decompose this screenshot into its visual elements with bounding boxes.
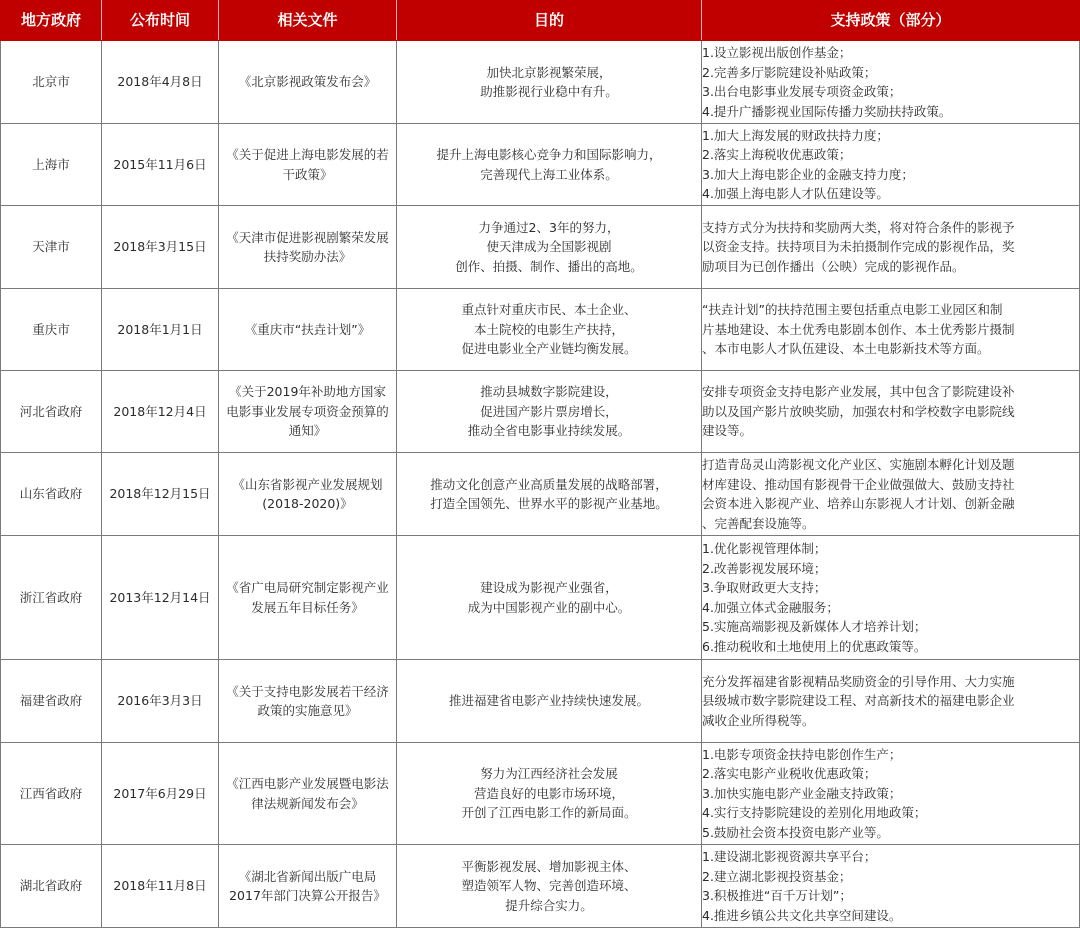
cell-purpose — [397, 124, 702, 206]
policy-line: 会资本进入影视产业、培养山东影视人才计划、创新金融 — [702, 496, 1015, 511]
cell-purpose — [397, 743, 702, 845]
purpose-line: 提升上海电影核心竞争力和国际影响力， — [436, 147, 662, 162]
policy-line: 4.推进乡镇公共文化共享空间建设。 — [702, 907, 902, 923]
header-row — [1, 1, 1080, 41]
cell-government: 浙江省政府 — [1, 536, 102, 660]
policy-line: 3.加大上海电影企业的金融支持力度； — [702, 166, 914, 182]
policy-line: 1.加大上海发展的财政扶持力度； — [702, 127, 889, 143]
cell-related-document — [219, 124, 397, 206]
cell-purpose — [397, 845, 702, 928]
table-row — [1, 289, 1080, 371]
policy-line: 减收企业所得税等。 — [702, 712, 815, 728]
policy-line: 4.加强立体式金融服务； — [702, 599, 839, 615]
policy-line: 5.实施高端影视及新媒体人才培养计划； — [702, 619, 927, 634]
purpose-line: 促进国产影片票房增长， — [480, 403, 618, 419]
header-file: 相关文件 — [219, 1, 397, 41]
table-row — [1, 660, 1080, 743]
cell-purpose — [397, 206, 702, 289]
purpose-line: 塑造领军人物、完善创造环境、 — [461, 878, 637, 894]
cell-publish-date: 2018年1月1日 — [102, 289, 219, 371]
cell-support-policy — [702, 206, 1080, 289]
table-row — [1, 453, 1080, 536]
purpose-line: 本土院校的电影生产扶持， — [473, 321, 624, 337]
cell-related-document — [219, 41, 397, 124]
document-title-line: 《省广电局研究制定影视产业 — [226, 580, 389, 595]
cell-publish-date: 2013年12月14日 — [102, 536, 219, 660]
policy-line: 、本市电影人才队伍建设、本土电影新技术等方面。 — [702, 341, 990, 357]
policy-line: 2.完善多厅影院建设补贴政策； — [702, 64, 877, 80]
document-title-line: 《关于支持电影发展若干经济 — [226, 683, 389, 699]
purpose-line: 推动县城数字影院建设， — [480, 384, 618, 400]
cell-government: 北京市 — [1, 41, 102, 124]
policy-line: 1.优化影视管理体制； — [702, 541, 827, 556]
table-row — [1, 743, 1080, 845]
cell-purpose — [397, 41, 702, 124]
policy-line: 4.实行支持影院建设的差别化用地政策； — [702, 805, 927, 821]
cell-publish-date: 2018年12月15日 — [102, 453, 219, 536]
policy-line: 3.争取财政更大支持； — [702, 580, 827, 595]
policy-line: 以资金支持。扶持项目为未拍摄制作完成的影视作品，奖 — [702, 239, 1015, 255]
policy-line: 4.加强上海电影人才队伍建设等。 — [702, 186, 889, 201]
cell-support-policy — [702, 453, 1080, 536]
policy-line: “扶垚计划”的扶持范围主要包括重点电影工业园区和制 — [702, 302, 1003, 318]
document-title-line: 干政策》 — [282, 166, 333, 182]
cell-purpose — [397, 453, 702, 536]
purpose-line: 创作、拍摄、制作、播出的高地。 — [455, 258, 643, 274]
table-row — [1, 536, 1080, 660]
header-gov: 地方政府 — [1, 1, 102, 41]
cell-support-policy — [702, 41, 1080, 124]
policy-line: 6.推动税收和土地使用上的优惠政策等。 — [702, 638, 927, 654]
policy-line: 充分发挥福建省影视精品奖励资金的引导作用、大力实施 — [702, 673, 1015, 689]
cell-support-policy — [702, 289, 1080, 371]
cell-publish-date: 2018年4月8日 — [102, 41, 219, 124]
header-policy: 支持政策（部分） — [702, 1, 1080, 41]
purpose-line: 力争通过2、3年的努力， — [478, 219, 620, 235]
purpose-line: 促进电影业全产业链均衡发展。 — [461, 341, 637, 357]
policy-line: 1.建设湖北影视资源共享平台； — [702, 849, 877, 864]
policy-line: 助以及国产影片放映奖励，加强农村和学校数字电影院线 — [702, 403, 1015, 419]
cell-related-document — [219, 206, 397, 289]
cell-support-policy — [702, 536, 1080, 660]
policy-line: 2.落实上海税收优惠政策； — [702, 147, 852, 162]
document-title-line: 《关于促进上海电影发展的若 — [226, 147, 389, 162]
cell-related-document — [219, 743, 397, 845]
policy-line: 励项目为已创作播出（公映）完成的影视作品。 — [702, 258, 965, 274]
policy-line: 2.落实电影产业税收优惠政策； — [702, 766, 877, 782]
header-date: 公布时间 — [102, 1, 219, 41]
cell-related-document — [219, 371, 397, 453]
cell-support-policy — [702, 124, 1080, 206]
document-title-line: 《天津市促进影视剧繁荣发展 — [226, 229, 389, 245]
cell-related-document — [219, 289, 397, 371]
table-row — [1, 845, 1080, 928]
cell-government: 天津市 — [1, 206, 102, 289]
cell-support-policy — [702, 371, 1080, 453]
policy-line: 打造青岛灵山湾影视文化产业区、实施剧本孵化计划及题 — [702, 457, 1015, 472]
purpose-line: 提升综合实力。 — [505, 897, 593, 913]
cell-purpose — [397, 536, 702, 660]
cell-purpose — [397, 371, 702, 453]
cell-publish-date: 2015年11月6日 — [102, 124, 219, 206]
document-title-line: 政策的实施意见》 — [257, 703, 358, 718]
cell-publish-date: 2018年11月8日 — [102, 845, 219, 928]
header-purpose: 目的 — [397, 1, 702, 41]
policy-line: 1.设立影视出版创作基金； — [702, 45, 852, 60]
policy-line: 3.积极推进“百千万计划”； — [702, 888, 852, 903]
document-title-line: 《关于2019年补助地方国家 — [229, 384, 386, 400]
cell-publish-date: 2016年3月3日 — [102, 660, 219, 743]
document-title-line: 《江西电影产业发展暨电影法 — [226, 776, 389, 791]
policy-line: 3.出台电影事业发展专项资金政策； — [702, 84, 902, 99]
policy-line: 县级城市数字影院建设工程、对高新技术的福建电影企业 — [702, 693, 1015, 709]
purpose-line: 推动全省电影事业持续发展。 — [467, 423, 631, 439]
purpose-line: 推进福建省电影产业持续快速发展。 — [448, 693, 649, 709]
document-title-line: 电影事业发展专项资金预算的 — [226, 403, 389, 419]
cell-support-policy — [702, 845, 1080, 928]
policy-line: 2.改善影视发展环境； — [702, 560, 827, 576]
cell-related-document — [219, 453, 397, 536]
cell-government: 山东省政府 — [1, 453, 102, 536]
document-title-line: 2017年部门决算公开报告》 — [229, 888, 386, 903]
policy-line: 安排专项资金支持电影产业发展，其中包含了影院建设补 — [702, 384, 1015, 400]
table-body — [1, 41, 1080, 928]
cell-publish-date: 2018年12月4日 — [102, 371, 219, 453]
table-row — [1, 41, 1080, 124]
cell-publish-date: 2017年6月29日 — [102, 743, 219, 845]
cell-government: 河北省政府 — [1, 371, 102, 453]
document-title-line: (2018-2020)》 — [262, 496, 353, 511]
table-row — [1, 371, 1080, 453]
cell-publish-date: 2018年3月15日 — [102, 206, 219, 289]
purpose-line: 平衡影视发展、增加影视主体、 — [461, 858, 637, 874]
cell-government: 重庆市 — [1, 289, 102, 371]
cell-government: 江西省政府 — [1, 743, 102, 845]
policy-line: 3.加快实施电影产业金融支持政策； — [702, 785, 902, 801]
cell-related-document — [219, 660, 397, 743]
document-title-line: 发展五年目标任务》 — [251, 599, 364, 615]
purpose-line: 加快北京影视繁荣展， — [486, 64, 612, 80]
cell-purpose — [397, 289, 702, 371]
policy-line: 4.提升广播影视业国际传播力奖励扶持政策。 — [702, 103, 952, 119]
cell-purpose — [397, 660, 702, 743]
document-title-line: 扶持奖励办法》 — [263, 249, 352, 264]
purpose-line: 开创了江西电影工作的新局面。 — [461, 805, 637, 821]
policy-line: 1.电影专项资金扶持电影创作生产； — [702, 746, 902, 762]
policy-line: 5.鼓励社会资本投资电影产业等。 — [702, 824, 889, 840]
cell-government: 湖北省政府 — [1, 845, 102, 928]
document-title-line: 《北京影视政策发布会》 — [238, 74, 377, 90]
cell-support-policy — [702, 743, 1080, 845]
document-title-line: 《山东省影视产业发展规划 — [232, 476, 383, 492]
cell-support-policy — [702, 660, 1080, 743]
purpose-line: 完善现代上海工业体系。 — [480, 166, 618, 182]
purpose-line: 重点针对重庆市民、本土企业、 — [461, 302, 637, 318]
cell-related-document — [219, 845, 397, 928]
purpose-line: 推动文化创意产业高质量发展的战略部署， — [430, 476, 668, 492]
policy-line: 、完善配套设施等。 — [702, 515, 815, 531]
document-title-line: 《重庆市“扶垚计划”》 — [244, 321, 371, 337]
document-title-line: 《湖北省新闻出版广电局 — [238, 868, 377, 884]
policy-line: 2.建立湖北影视投资基金； — [702, 868, 852, 884]
purpose-line: 营造良好的电影市场环境， — [473, 785, 624, 801]
purpose-line: 建设成为影视产业强省， — [480, 580, 618, 595]
cell-related-document — [219, 536, 397, 660]
policy-line: 支持方式分为扶持和奖励两大类，将对符合条件的影视予 — [702, 219, 1015, 235]
purpose-line: 打造全国领先、世界水平的影视产业基地。 — [430, 496, 668, 511]
table-row — [1, 206, 1080, 289]
cell-government: 福建省政府 — [1, 660, 102, 743]
policy-line: 建设等。 — [702, 423, 753, 439]
document-title-line: 律法规新闻发布会》 — [251, 795, 364, 811]
policy-line: 材库建设、推动国有影视骨干企业做强做大、鼓励支持社 — [702, 476, 1015, 492]
purpose-line: 成为中国影视产业的副中心。 — [467, 599, 631, 615]
policy-line: 片基地建设、本土优秀电影剧本创作、本土优秀影片摄制 — [702, 321, 1015, 337]
cell-government: 上海市 — [1, 124, 102, 206]
purpose-line: 努力为江西经济社会发展 — [480, 766, 618, 782]
purpose-line: 助推影视行业稳中有升。 — [480, 84, 618, 99]
purpose-line: 使天津成为全国影视剧 — [486, 239, 612, 255]
table-row — [1, 124, 1080, 206]
document-title-line: 通知》 — [288, 423, 327, 439]
